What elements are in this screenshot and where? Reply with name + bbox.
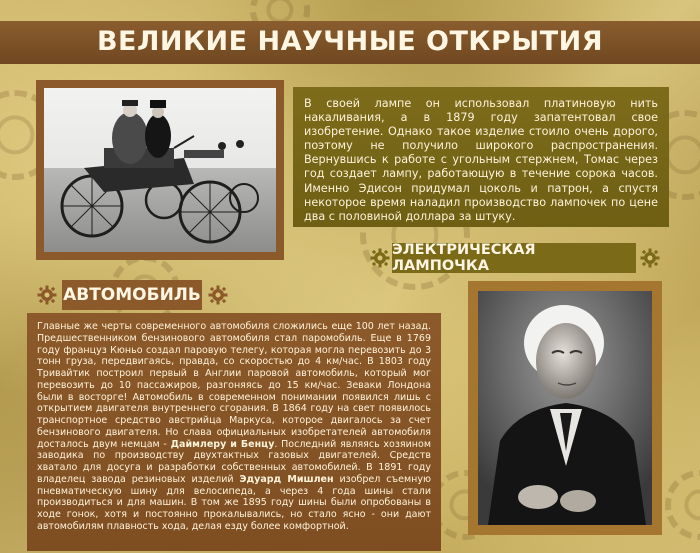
lamp-text: В своей лампе он использовал платиновую нить накаливания, а в 1879 году запатентовал свое изобретение. Однако такое изделие стоило очень дорого, поэтому не получило широкого распространения. Вернувшись к работе с угольным стержнем, Томас через год создает лампу, работающую в течение сорока часов. Именно Эдисон придумал цоколь и патрон, а спустя некоторое время наладил производство лампочек по цене два с половиной доллара за штуку. [304,97,658,223]
car-text-part1: Главные же черты современного автомобиля сложились еще 100 лет назад. Предшественником бензинового автомобиля стал паромобиль. Еще в 1769 году француз Кюньо создал паровую телегу, которая могла перевозить до 3 тонн груза, передвигаясь, правда, со скоростью до 4 км/час. В 1803 году Тривайтик построил первый в Англии паровой автомобиль, который мог перевозить до 10 пассажиров, разгоняясь до 15 км/час. Зеваки Лондона были в восторге! Автомобиль в современном понимании появился лишь с открытием двигателя внутреннего сгорания. В 1864 году на свет появилось транспортное средство австрийца Маркуса, которое двигалось за счет бензинового двигателя. Но слава официальных изобретателей автомобиля досталось двум немцам - [37,321,431,450]
car-text-part3: изобрел съемную пневматическую шину для велосипеда, а через 4 года шины стали производиться и для машин. В том же 1895 году шины были опробованы в ходе гонок, хотя и постоянно прокалывались, но стало ясно - они дают автомобилям плавность хода, делая езду более комфортной. [37,473,431,532]
car-photo-frame [36,80,284,260]
car-highlight-daimler-benz: Даймлеру и Бенцу [170,438,275,450]
gear-icon [208,285,228,305]
page-title: ВЕЛИКИЕ НАУЧНЫЕ ОТКРЫТИЯ [96,26,604,57]
gear-icon [37,285,57,305]
edison-portrait-photo [478,291,652,525]
edison-photo-frame [468,281,662,535]
car-text [37,321,431,533]
vintage-car-image [44,88,276,252]
gear-icon [370,248,390,268]
car-text-panel [27,313,441,551]
lamp-heading: ЭЛЕКТРИЧЕСКАЯ ЛАМПОЧКА [392,243,636,273]
car-text-part2: . Последний являясь хозяином заводика по производству двухтактных газовых двигателей. Средств хватало для досуга и разработки собственных автомобилей. В 1891 году владелец завода резиновых изделий [37,438,431,485]
edison-portrait-image [478,291,652,525]
car-heading: АВТОМОБИЛЬ [62,280,202,310]
car-highlight-michelin: Эдуард Мишлен [239,473,334,485]
gear-icon [640,248,660,268]
background-gear-icon [665,470,700,540]
lamp-text-panel [293,87,669,227]
vintage-car-photo [44,88,276,252]
